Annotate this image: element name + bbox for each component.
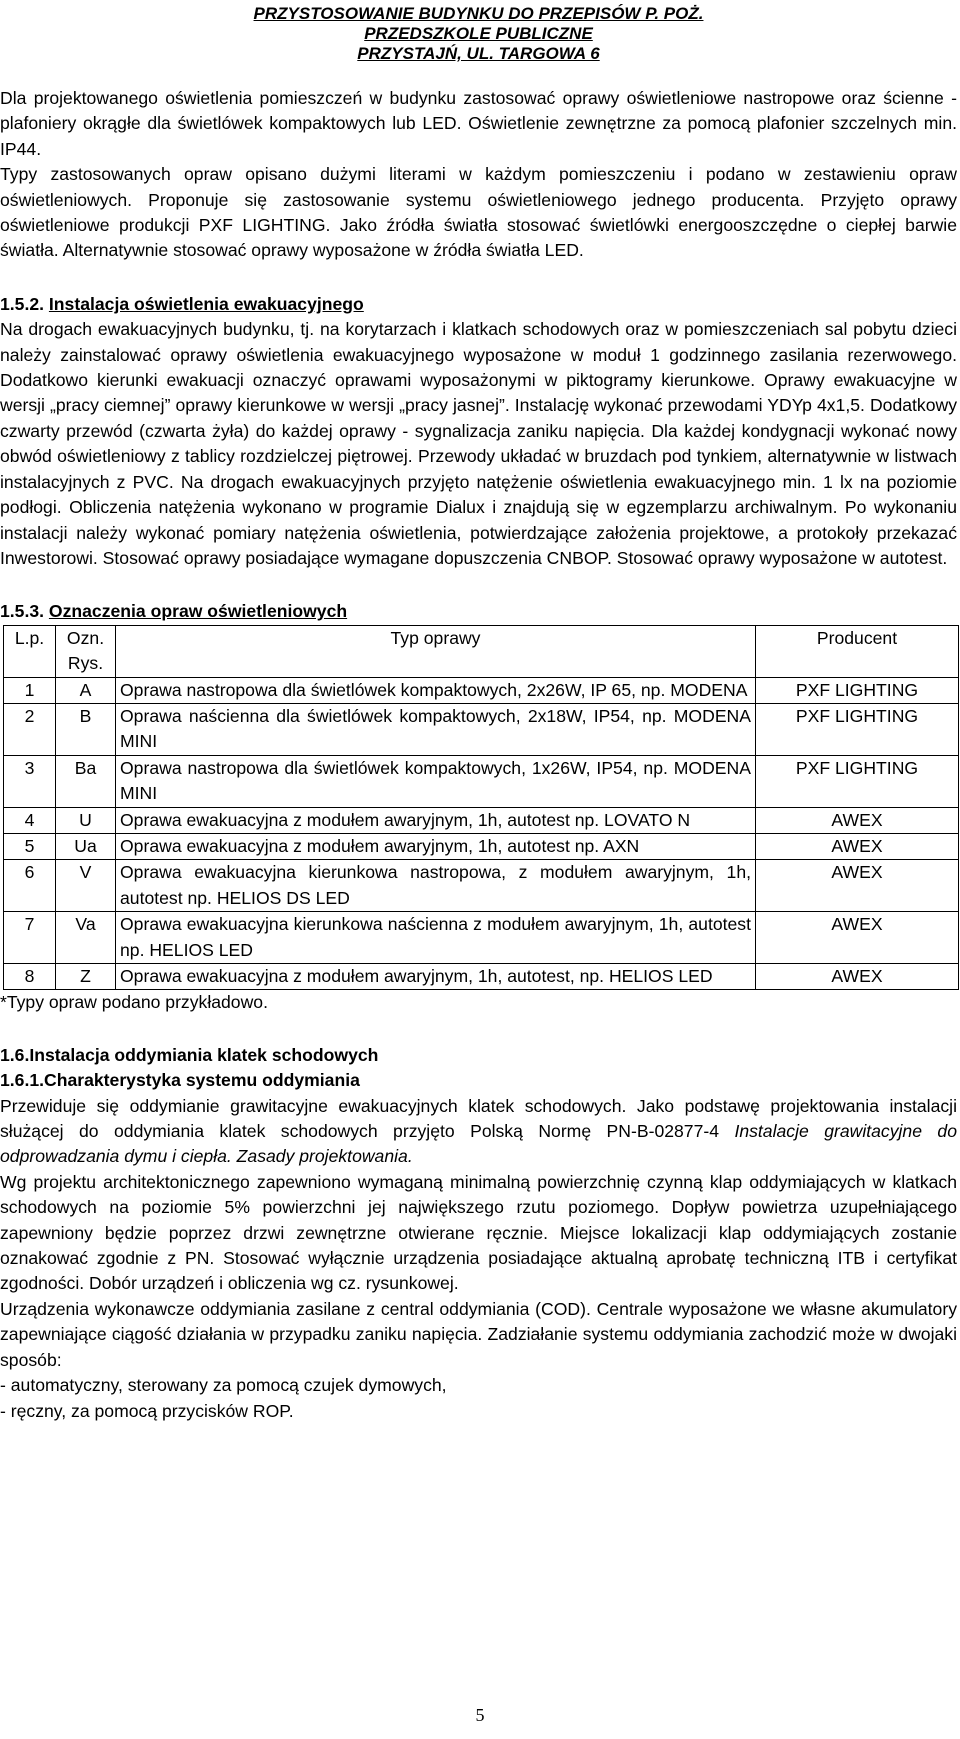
table-cell: 4 [4, 807, 56, 833]
table-cell: V [56, 860, 116, 912]
fixtures-table [3, 625, 959, 991]
table-cell: 8 [4, 964, 56, 990]
table-cell: AWEX [756, 912, 959, 964]
table-row [4, 912, 959, 964]
table-row [4, 703, 959, 755]
document-body [0, 86, 957, 1424]
section-title: Instalacja oświetlenia ewakuacyjnego [48, 293, 364, 314]
subsection-heading-smoke-system: 1.6.1.Charakterystyka systemu oddymiania [0, 1070, 360, 1091]
section-number: 1.5.2. [0, 293, 45, 314]
table-row [4, 677, 959, 703]
table-cell: 5 [4, 833, 56, 859]
table-cell: Z [56, 964, 116, 990]
table-cell: U [56, 807, 116, 833]
table-cell: PXF LIGHTING [756, 755, 959, 807]
table-cell: PXF LIGHTING [756, 703, 959, 755]
section-heading-evacuation [0, 292, 957, 317]
table-cell: B [56, 703, 116, 755]
section-title: Oznaczenia opraw oświetleniowych [48, 601, 348, 622]
section-number: 1.5.3. [0, 601, 45, 622]
table-row [4, 860, 959, 912]
column-header: Typ oprawy [116, 625, 756, 677]
intro-paragraph-1: Dla projektowanego oświetlenia pomieszczeń w budynku zastosować oprawy oświetleniowe nastropowe oraz ścienne - plafoniery okrągłe dla świetlówek kompaktowych lub LED. Oświetlenie zewnętrzne za pomocą plafonier szczelnych min. IP44. [0, 88, 957, 159]
table-cell: Oprawa ewakuacyjna z modułem awaryjnym, 1h, autotest np. AXN [116, 833, 756, 859]
table-row [4, 807, 959, 833]
smoke-paragraph-3: Urządzenia wykonawcze oddymiania zasilane z central oddymiania (COD). Centrale wyposażone we własne akumulatory zapewniające ciągość działania w przypadku zaniku napięcia. Zadziałanie systemu oddymiania zachodzić może w dwojaki sposób: [0, 1298, 957, 1370]
table-cell: Oprawa ewakuacyjna kierunkowa naścienna z modułem awaryjnym, 1h, autotest np. HELIOS LED [116, 912, 756, 964]
table-cell: AWEX [756, 833, 959, 859]
header-title: PRZYSTOSOWANIE BUDYNKU DO PRZEPISÓW P. POŻ. [253, 4, 704, 23]
table-cell: Oprawa ewakuacyjna kierunkowa nastropowa, z modułem awaryjnym, 1h, autotest np. HELIOS DS LED [116, 860, 756, 912]
table-cell: Oprawa ewakuacyjna z modułem awaryjnym, 1h, autotest, np. HELIOS LED [116, 964, 756, 990]
list-item: - ręczny, za pomocą przycisków ROP. [0, 1400, 294, 1421]
table-cell: 1 [4, 677, 56, 703]
table-cell: Oprawa nastropowa dla świetlówek kompaktowych, 1x26W, IP54, np. MODENA MINI [116, 755, 756, 807]
smoke-paragraph-1 [0, 1094, 957, 1170]
document-header [0, 4, 960, 64]
table-cell: Ua [56, 833, 116, 859]
evacuation-paragraph: Na drogach ewakuacyjnych budynku, tj. na korytarzach i klatkach schodowych oraz w pomieszczeniach sal pobytu dzieci należy zainstalować oprawy oświetlenia ewakuacyjnego wyposażone w moduł 1 godzinnego zasilania rezerwowego. Dodatkowo kierunki ewakuacji oznaczyć oprawami wyposażonymi w piktogramy kierunkowe. Oprawy ewakuacyjne w wersji „pracy ciemnej” oprawy kierunkowe w wersji „pracy jasnej”. Instalację wykonać przewodami YDYp 4x1,5. Dodatkowy czwarty przewód (czwarta żyła) do każdej oprawy - sygnalizacja zaniku napięcia. Dla każdej kondygnacji wykonać nowy obwód oświetleniowy z tablicy rozdzielczej piętrowej. Przewody układać w bruzdach pod tynkiem, alternatywnie w listwach instalacyjnych z PVC. Na drogach ewakuacyjnych przyjęto natężenie oświetlenia ewakuacyjnego min. 1 lx na poziomie podłogi. Obliczenia natężenia wykonano w programie Dialux i znajdują się w egzemplarzu archiwalnym. Po wykonaniu instalacji należy wykonać pomiary natężenia oświetlenia, potwierdzające założenia projektowe, a protokoły przekazać Inwestorowi. Stosować oprawy posiadające wymagane dopuszczenia CNBOP. Stosować oprawy wyposażone w autotest. [0, 319, 957, 568]
table-row [4, 755, 959, 807]
section-heading-fixtures [0, 599, 957, 624]
section-heading-smoke: 1.6.Instalacja oddymiania klatek schodowych [0, 1044, 379, 1065]
table-cell: 6 [4, 860, 56, 912]
table-cell: Oprawa naścienna dla świetlówek kompaktowych, 2x18W, IP54, np. MODENA MINI [116, 703, 756, 755]
table-cell: PXF LIGHTING [756, 677, 959, 703]
page-number: 5 [475, 1705, 485, 1725]
table-cell: AWEX [756, 807, 959, 833]
table-cell: 7 [4, 912, 56, 964]
column-header: Producent [756, 625, 959, 677]
norm-title: Instalacje grawitacyjne do odprowadzania dymu i ciepła. Zasady projektowania. [0, 1121, 958, 1167]
column-header: L.p. [4, 625, 56, 677]
table-cell: Va [56, 912, 116, 964]
list-item: - automatyczny, sterowany za pomocą czujek dymowych, [0, 1375, 447, 1396]
table-cell: 3 [4, 755, 56, 807]
smoke-paragraph-1-text: Przewiduje się oddymianie grawitacyjne ewakuacyjnych klatek schodowych. Jako podstawę projektowania instalacji służącej do oddymiania klatek schodowych przyjęto Polską Normę PN-B-02877-4 [0, 1095, 957, 1142]
header-building: PRZEDSZKOLE PUBLICZNE [364, 24, 593, 43]
table-cell: Oprawa ewakuacyjna z modułem awaryjnym, 1h, autotest np. LOVATO N [116, 807, 756, 833]
table-cell: AWEX [756, 860, 959, 912]
intro-paragraph-2: Typy zastosowanych opraw opisano dużymi literami w każdym pomieszczeniu i podano w zestawieniu opraw oświetleniowych. Proponuje się zastosowanie systemu oświetleniowego jednego producenta. Przyjęto oprawy oświetleniowe produkcji PXF LIGHTING. Jako źródła światła stosować świetlówki energooszczędne o ciepłej barwie światła. Alternatywnie stosować oprawy wyposażone w źródła światła LED. [0, 164, 957, 261]
table-header-row [4, 625, 959, 677]
table-cell: 2 [4, 703, 56, 755]
header-address: PRZYSTAJŃ, UL. TARGOWA 6 [357, 44, 600, 63]
table-cell: Oprawa nastropowa dla świetlówek kompaktowych, 2x26W, IP 65, np. MODENA [116, 677, 756, 703]
smoke-paragraph-2: Wg projektu architektonicznego zapewniono wymaganą minimalną powierzchnię czynną klap oddymiających w klatkach schodowych na poziomie 5% powierzchni jej największego rzutu poziomego. Dopływ powietrza uzupełniającego zapewniony będzie poprzez drzwi zewnętrzne otwierane ręcznie. Miejsce lokalizacji klap oddymiających zostanie oznakować zgodnie z PN. Stosować wyłącznie urządzenia posiadające aktualną aprobatę techniczną ITB i certyfikat zgodności. Dobór urządzeń i obliczenia wg cz. rysunkowej. [0, 1171, 957, 1294]
table-footnote: *Typy opraw podano przykładowo. [0, 992, 268, 1013]
table-cell: Ba [56, 755, 116, 807]
table-row [4, 964, 959, 990]
table-cell: AWEX [756, 964, 959, 990]
column-header: Ozn. Rys. [56, 625, 116, 677]
table-cell: A [56, 677, 116, 703]
table-row [4, 833, 959, 859]
